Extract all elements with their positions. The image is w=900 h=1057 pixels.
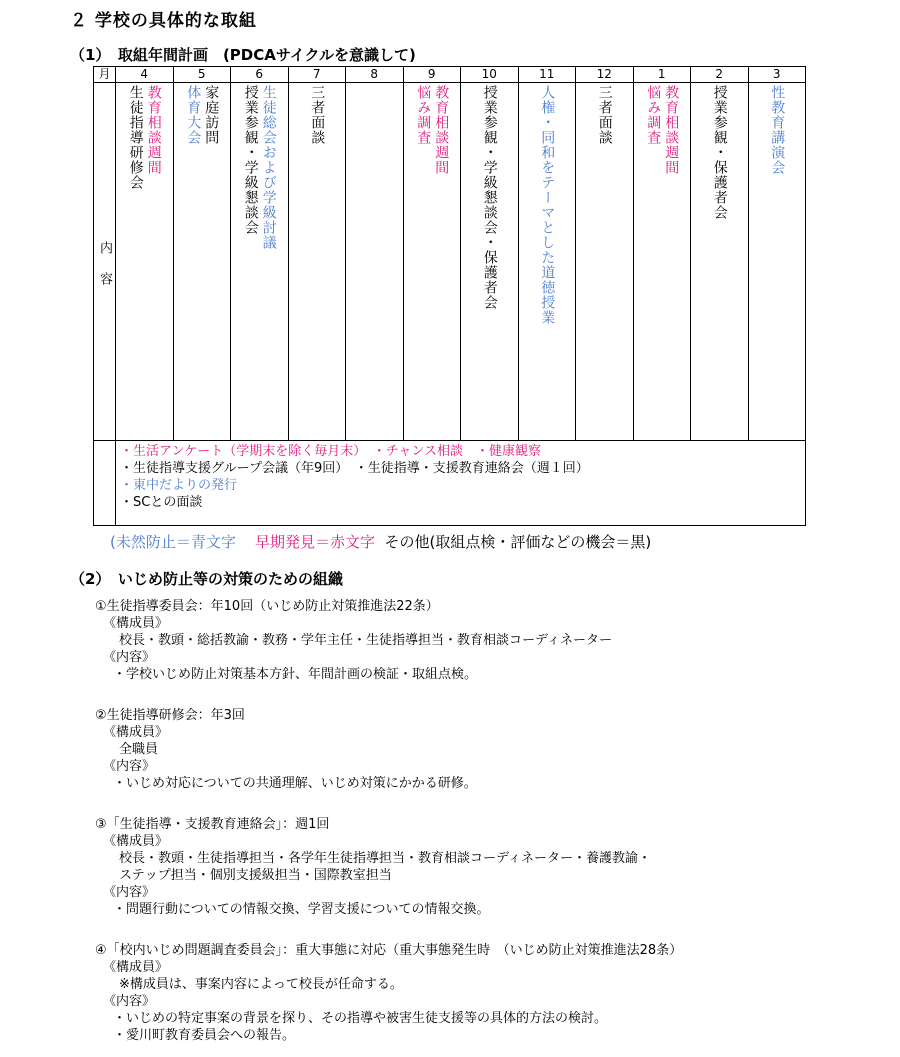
month-content-cell: [576, 83, 634, 441]
month-label: 月: [94, 67, 116, 83]
content-text: ・いじめの特定事案の背景を探り、その指導や被害生徒支援等の具体的方法の検討。: [113, 1011, 608, 1026]
month-content-cell: [231, 83, 289, 441]
plan-item: 三者面談: [596, 85, 613, 145]
month-header-1: 5: [173, 67, 231, 83]
content-label: 《内容》: [103, 650, 156, 665]
members-text: 全職員: [119, 742, 159, 757]
month-header-11: 3: [748, 67, 806, 83]
plan-item: 授業参観・保護者会: [711, 85, 728, 220]
month-content-cell: [403, 83, 461, 441]
month-content-cell: [691, 83, 749, 441]
page-title: ２ 学校の具体的な取組: [70, 11, 257, 31]
content-label: 《内容》: [103, 759, 156, 774]
notes-label-cell: [94, 441, 116, 526]
org-item: [95, 598, 612, 683]
members-text: 校長・教頭・総括教諭・教務・学年主任・生徒指導担当・教育相談コーディネーター: [119, 633, 612, 648]
annual-plan-table: [93, 66, 806, 526]
plan-item: 授業参観・学級懇談会・保護者会: [481, 85, 498, 310]
legend-red: 早期発見＝赤文字: [254, 533, 375, 551]
org-item-title: ③「生徒指導・支援教育連絡会」：週1回: [95, 817, 330, 832]
month-content-cell: [748, 83, 806, 441]
members-label: 《構成員》: [103, 616, 169, 631]
note-support-group: ・生徒指導支援グループ会議（年9回）: [120, 461, 342, 476]
plan-item: 悩み調査: [415, 85, 432, 145]
month-header-0: 4: [116, 67, 174, 83]
org-item: [95, 816, 651, 918]
content-label: 《内容》: [103, 885, 156, 900]
members-label: 《構成員》: [103, 960, 169, 975]
content-label-cell: [94, 83, 116, 441]
plan-item: 体育大会: [185, 85, 202, 145]
month-content-cell: [288, 83, 346, 441]
note-chance-consult: ・チャンス相談: [372, 444, 463, 459]
month-content-cell: [346, 83, 404, 441]
notes-cell: [116, 441, 806, 526]
note-liaison-meeting: ・生徒指導・支援教育連絡会（週１回）: [354, 461, 589, 476]
month-header-3: 7: [288, 67, 346, 83]
month-header-8: 12: [576, 67, 634, 83]
org-item-title: ②生徒指導研修会：年3回: [95, 708, 245, 723]
month-header-6: 10: [461, 67, 519, 83]
month-content-cell: [461, 83, 519, 441]
month-content-cell: [173, 83, 231, 441]
plan-item: 教育相談週間: [433, 85, 450, 175]
content-label: 内容: [97, 241, 112, 303]
month-header-row: [94, 67, 806, 83]
month-header-4: 8: [346, 67, 404, 83]
month-header-2: 6: [231, 67, 289, 83]
note-newsletter: ・東中だよりの発行: [120, 478, 238, 493]
note-sc-interview: ・SCとの面談: [120, 495, 203, 510]
color-legend: [110, 531, 651, 552]
legend-blue: (未然防止＝青文字: [110, 533, 236, 551]
org-item-title: ④「校内いじめ問題調査委員会」：重大事態に対応（重大事態発生時 （いじめ防止対策推進法28条）: [95, 943, 683, 958]
members-label: 《構成員》: [103, 834, 169, 849]
members-label: 《構成員》: [103, 725, 169, 740]
month-header-9: 1: [633, 67, 691, 83]
content-label: 《内容》: [103, 994, 156, 1009]
members-text: ステップ担当・個別支援級担当・国際教室担当: [119, 868, 392, 883]
plan-item: 生徒指導研修会: [127, 85, 144, 190]
content-text: ・問題行動についての情報交換、学習支援についての情報交換。: [113, 902, 490, 917]
plan-item: 悩み調査: [645, 85, 662, 145]
month-header-7: 11: [518, 67, 576, 83]
content-text: ・いじめ対応についての共通理解、いじめ対策にかかる研修。: [113, 776, 477, 791]
note-health-check: ・健康観察: [476, 444, 542, 459]
org-item: [95, 707, 477, 792]
month-content-cell: [633, 83, 691, 441]
members-text: ※構成員は、事案内容によって校長が任命する。: [119, 977, 403, 992]
content-text: ・愛川町教育委員会への報告。: [113, 1028, 296, 1043]
members-text: 校長・教頭・生徒指導担当・各学年生徒指導担当・教育相談コーディネーター・養護教諭・: [119, 851, 651, 866]
month-header-5: 9: [403, 67, 461, 83]
section1-heading: （1） 取組年間計画 (PDCAサイクルを意識して): [70, 46, 416, 64]
plan-item: 授業参観・学級懇談会: [242, 85, 259, 235]
plan-notes-row: [94, 441, 806, 526]
note-survey: ・生活アンケート（学期末を除く毎月末）: [120, 444, 360, 459]
plan-item: 生徒総会および学級討議: [260, 85, 277, 250]
plan-item: 家庭訪問: [203, 85, 220, 145]
org-item: [95, 942, 682, 1044]
plan-item: 人権・同和をテーマとした道徳授業: [539, 85, 556, 325]
plan-content-row: [94, 83, 806, 441]
legend-black: その他(取組点検・評価などの機会＝黒): [384, 533, 652, 551]
month-content-cell: [116, 83, 174, 441]
plan-item: 教育相談週間: [663, 85, 680, 175]
plan-item: 教育相談週間: [145, 85, 162, 175]
plan-item: 三者面談: [309, 85, 326, 145]
month-content-cell: [518, 83, 576, 441]
content-text: ・学校いじめ防止対策基本方針、年間計画の検証・取組点検。: [113, 667, 478, 682]
month-header-10: 2: [691, 67, 749, 83]
org-item-title: ①生徒指導委員会：年10回（いじめ防止対策推進法22条）: [95, 599, 439, 614]
plan-item: 性教育講演会: [769, 85, 786, 175]
section2-heading: （2） いじめ防止等の対策のための組織: [70, 570, 343, 588]
